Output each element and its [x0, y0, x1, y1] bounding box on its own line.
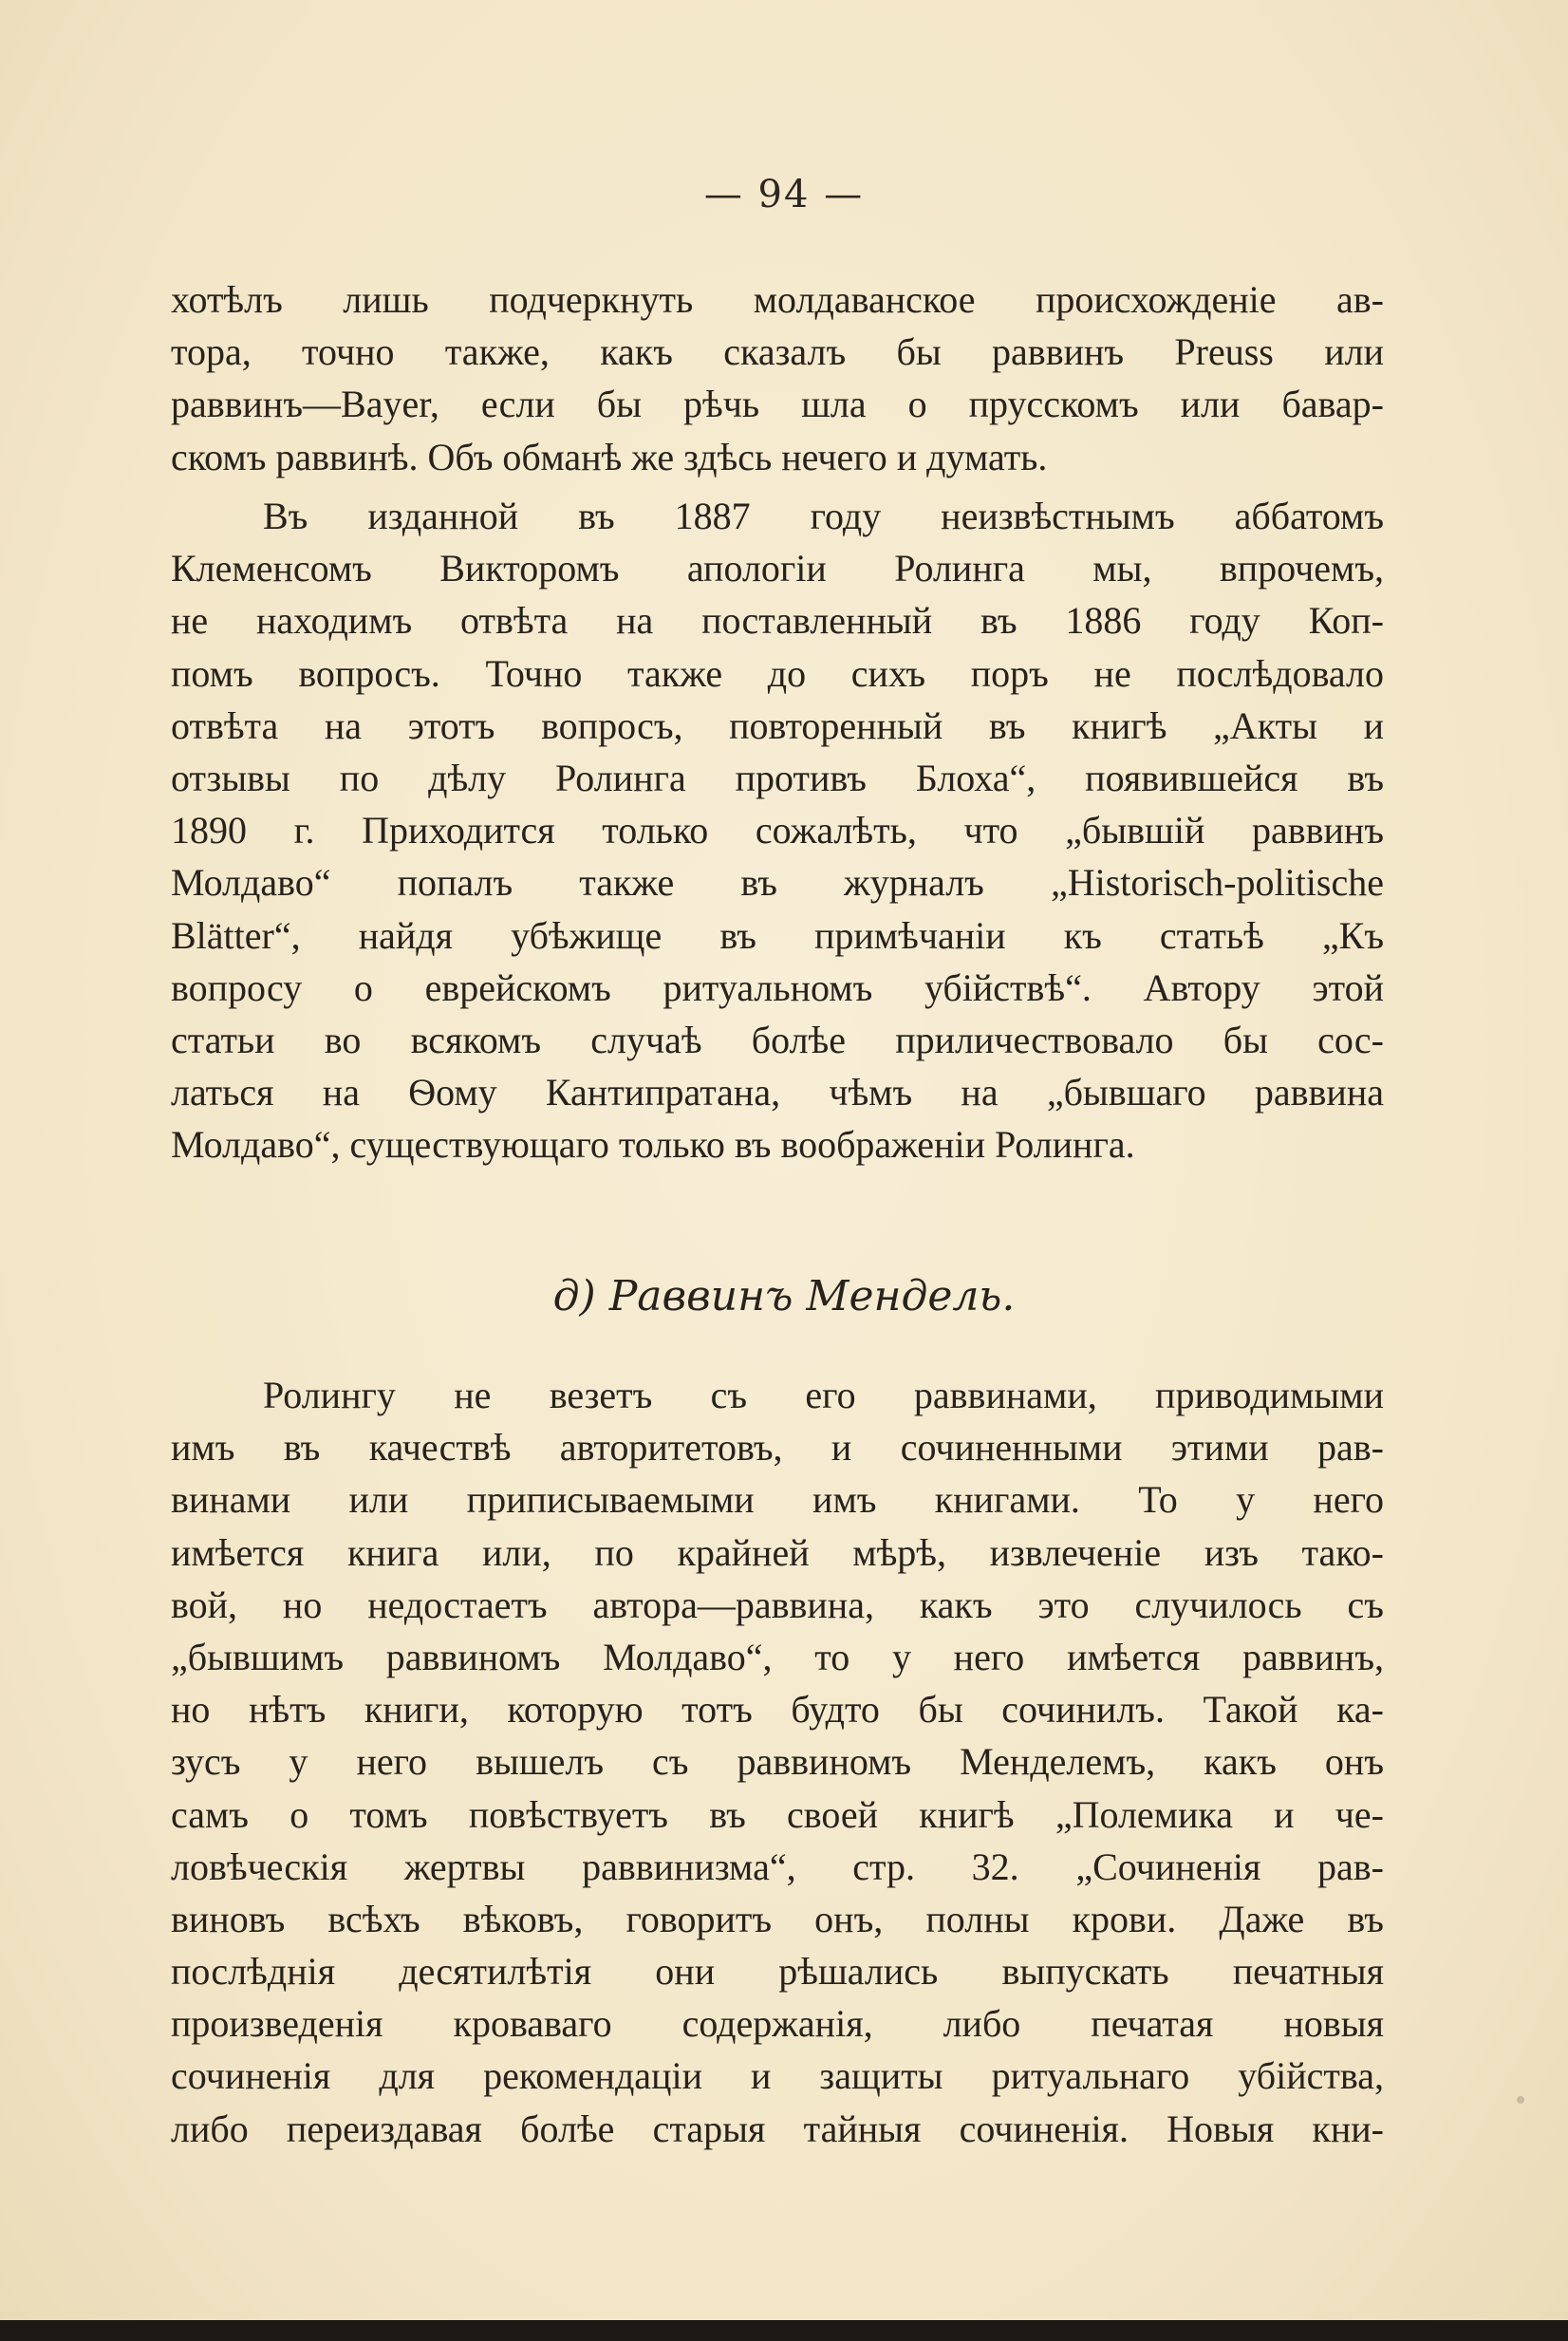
text-line: виновъ всѣхъ вѣковъ, говоритъ онъ, полны крови. Даже въ [171, 1897, 1384, 1940]
text-line: произведенія кроваваго содержанія, либо печатая новыя [171, 2002, 1384, 2046]
text-line: тора, точно также, какъ сказалъ бы раввинъ Preuss или [171, 330, 1384, 374]
text-line: вопросу о еврейскомъ ритуальномъ убійствѣ“. Автору этой [171, 965, 1384, 1009]
text-line: раввинъ—Bayer, если бы рѣчь шла о прусскомъ или бавар- [171, 383, 1384, 426]
text-line: винами или приписываемыми имъ книгами. То у него [171, 1478, 1384, 1522]
text-line: послѣднія десятилѣтія они рѣшались выпускать печатныя [171, 1950, 1384, 1994]
section-heading: д) Раввинъ Мендель. [552, 1272, 1016, 1320]
paragraph-rabbi-mendel [171, 1369, 1384, 2155]
paragraph-rolling-apology [171, 490, 1384, 1170]
text-line: ловѣческія жертвы раввинизма“, стр. 32. „Сочиненія рав- [171, 1845, 1384, 1888]
text-line: но нѣтъ книги, которую тотъ будто бы сочинилъ. Такой ка- [171, 1688, 1384, 1732]
text-line: Ролингу не везетъ съ его раввинами, приводимыми [263, 1374, 1384, 1416]
text-line: 1890 г. Приходится только сожалѣть, что „бывшій раввинъ [171, 809, 1384, 852]
text-line: не находимъ отвѣта на поставленный въ 1886 году Коп- [171, 599, 1384, 643]
scan-bottom-edge [0, 2320, 1568, 2341]
text-line: отвѣта на этотъ вопросъ, повторенный въ книгѣ „Акты и [171, 703, 1384, 747]
text-line: имъ въ качествѣ авторитетовъ, и сочиненными этими рав- [171, 1426, 1384, 1470]
text-line: помъ вопросъ. Точно также до сихъ поръ не послѣдовало [171, 651, 1384, 695]
text-line: самъ о томъ повѣствуетъ въ своей книгѣ „Полемика и че- [171, 1792, 1384, 1836]
text-line: отзывы по дѣлу Ролинга противъ Блоха“, появившейся въ [171, 756, 1384, 799]
text-line: латься на Ѳому Кантипратана, чѣмъ на „бывшаго раввина [171, 1071, 1384, 1114]
text-line: имѣется книга или, по крайней мѣрѣ, извлеченіе изъ тако- [171, 1530, 1384, 1574]
text-line: Молдаво“ попалъ также въ журналъ „Historisch-politische [171, 861, 1384, 905]
page-number: — 94 — [703, 173, 865, 216]
text-line: вой, но недостаетъ автора—раввина, какъ это случилось съ [171, 1583, 1384, 1626]
text-line: „бывшимъ раввиномъ Молдаво“, то у него имѣется раввинъ, [171, 1635, 1384, 1678]
text-line: хотѣлъ лишь подчеркнуть молдаванское происхожденіе ав- [171, 278, 1384, 321]
text-line: Въ изданной въ 1887 году неизвѣстнымъ аббатомъ [263, 495, 1384, 537]
text-line: Клеменсомъ Викторомъ апологіи Ролинга мы, впрочемъ, [171, 547, 1384, 590]
text-line: Молдаво“, существующаго только въ воображеніи Ролинга. [171, 1123, 1135, 1167]
text-line: Blätter“, найдя убѣжище въ примѣчаніи къ статьѣ „Къ [171, 913, 1384, 957]
text-line: либо переиздавая болѣе старыя тайныя сочиненія. Новыя кни- [171, 2107, 1384, 2150]
text-line: сочиненія для рекомендаціи и защиты ритуальнаго убійства, [171, 2054, 1384, 2098]
paragraph-continuation [171, 273, 1384, 483]
text-line: зусъ у него вышелъ съ раввиномъ Менделемъ, какъ онъ [171, 1740, 1384, 1784]
text-line: статьи во всякомъ случаѣ болѣе приличествовало бы сос- [171, 1018, 1384, 1061]
ink-speck [1517, 2096, 1524, 2104]
text-line: скомъ раввинѣ. Объ обманѣ же здѣсь нечего и думать. [171, 435, 1048, 478]
